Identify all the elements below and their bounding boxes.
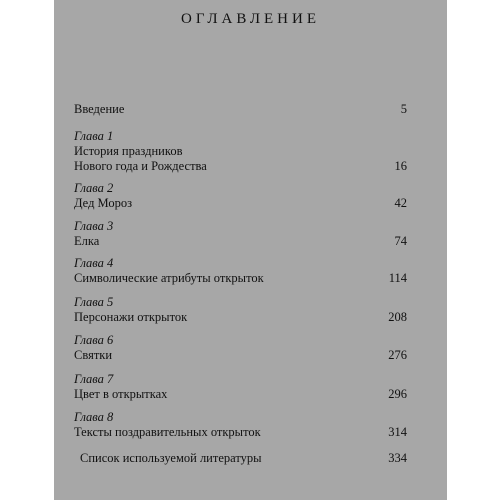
toc-entry-intro bbox=[74, 102, 407, 117]
chapter-number: Глава 5 bbox=[74, 295, 114, 309]
chapter-number: Глава 6 bbox=[74, 333, 114, 347]
toc-page-number: 42 bbox=[394, 196, 407, 210]
chapter-number: Глава 7 bbox=[74, 372, 114, 386]
toc-entry-label: Список используемой литературы bbox=[80, 451, 262, 465]
toc-entry-chapter-8 bbox=[74, 410, 407, 440]
table-of-contents bbox=[54, 0, 447, 500]
toc-entry-chapter-6 bbox=[74, 333, 407, 363]
toc-page-number: 5 bbox=[400, 102, 407, 116]
toc-entry-chapter-1 bbox=[74, 129, 407, 174]
toc-title: ОГЛАВЛЕНИЕ bbox=[181, 11, 320, 27]
toc-entry-label: Символические атрибуты открыток bbox=[74, 271, 264, 285]
toc-entry-chapter-3 bbox=[74, 219, 407, 249]
toc-entry-label: Дед Мороз bbox=[74, 196, 133, 210]
toc-entry-label: Святки bbox=[74, 348, 113, 362]
toc-entry-label: Персонажи открыток bbox=[74, 310, 188, 324]
toc-page-number: 276 bbox=[388, 348, 407, 362]
toc-entry-chapter-5 bbox=[74, 295, 407, 325]
toc-entry-references bbox=[80, 451, 407, 466]
toc-page-number: 208 bbox=[388, 310, 407, 324]
toc-page-number: 16 bbox=[394, 159, 407, 173]
toc-entry-chapter-7 bbox=[74, 372, 407, 402]
toc-entry-label: Тексты поздравительных открыток bbox=[74, 425, 261, 439]
toc-entry-label: Нового года и Рождества bbox=[74, 159, 207, 173]
toc-page-number: 314 bbox=[388, 425, 407, 439]
toc-entry-label: Цвет в открытках bbox=[74, 387, 168, 401]
book-page bbox=[54, 0, 447, 500]
toc-page-number: 114 bbox=[388, 271, 407, 285]
chapter-number: Глава 1 bbox=[74, 129, 114, 143]
chapter-number: Глава 3 bbox=[74, 219, 114, 233]
toc-entry-chapter-2 bbox=[74, 181, 407, 211]
toc-entry-chapter-4 bbox=[74, 256, 407, 286]
chapter-number: Глава 4 bbox=[74, 256, 114, 270]
toc-page-number: 296 bbox=[388, 387, 407, 401]
toc-page-number: 334 bbox=[388, 451, 407, 465]
toc-entry-label: История праздников bbox=[74, 144, 183, 158]
chapter-number: Глава 2 bbox=[74, 181, 114, 195]
toc-entry-label: Введение bbox=[74, 102, 125, 116]
chapter-number: Глава 8 bbox=[74, 410, 114, 424]
toc-entry-label: Елка bbox=[74, 234, 100, 248]
toc-page-number: 74 bbox=[394, 234, 407, 248]
